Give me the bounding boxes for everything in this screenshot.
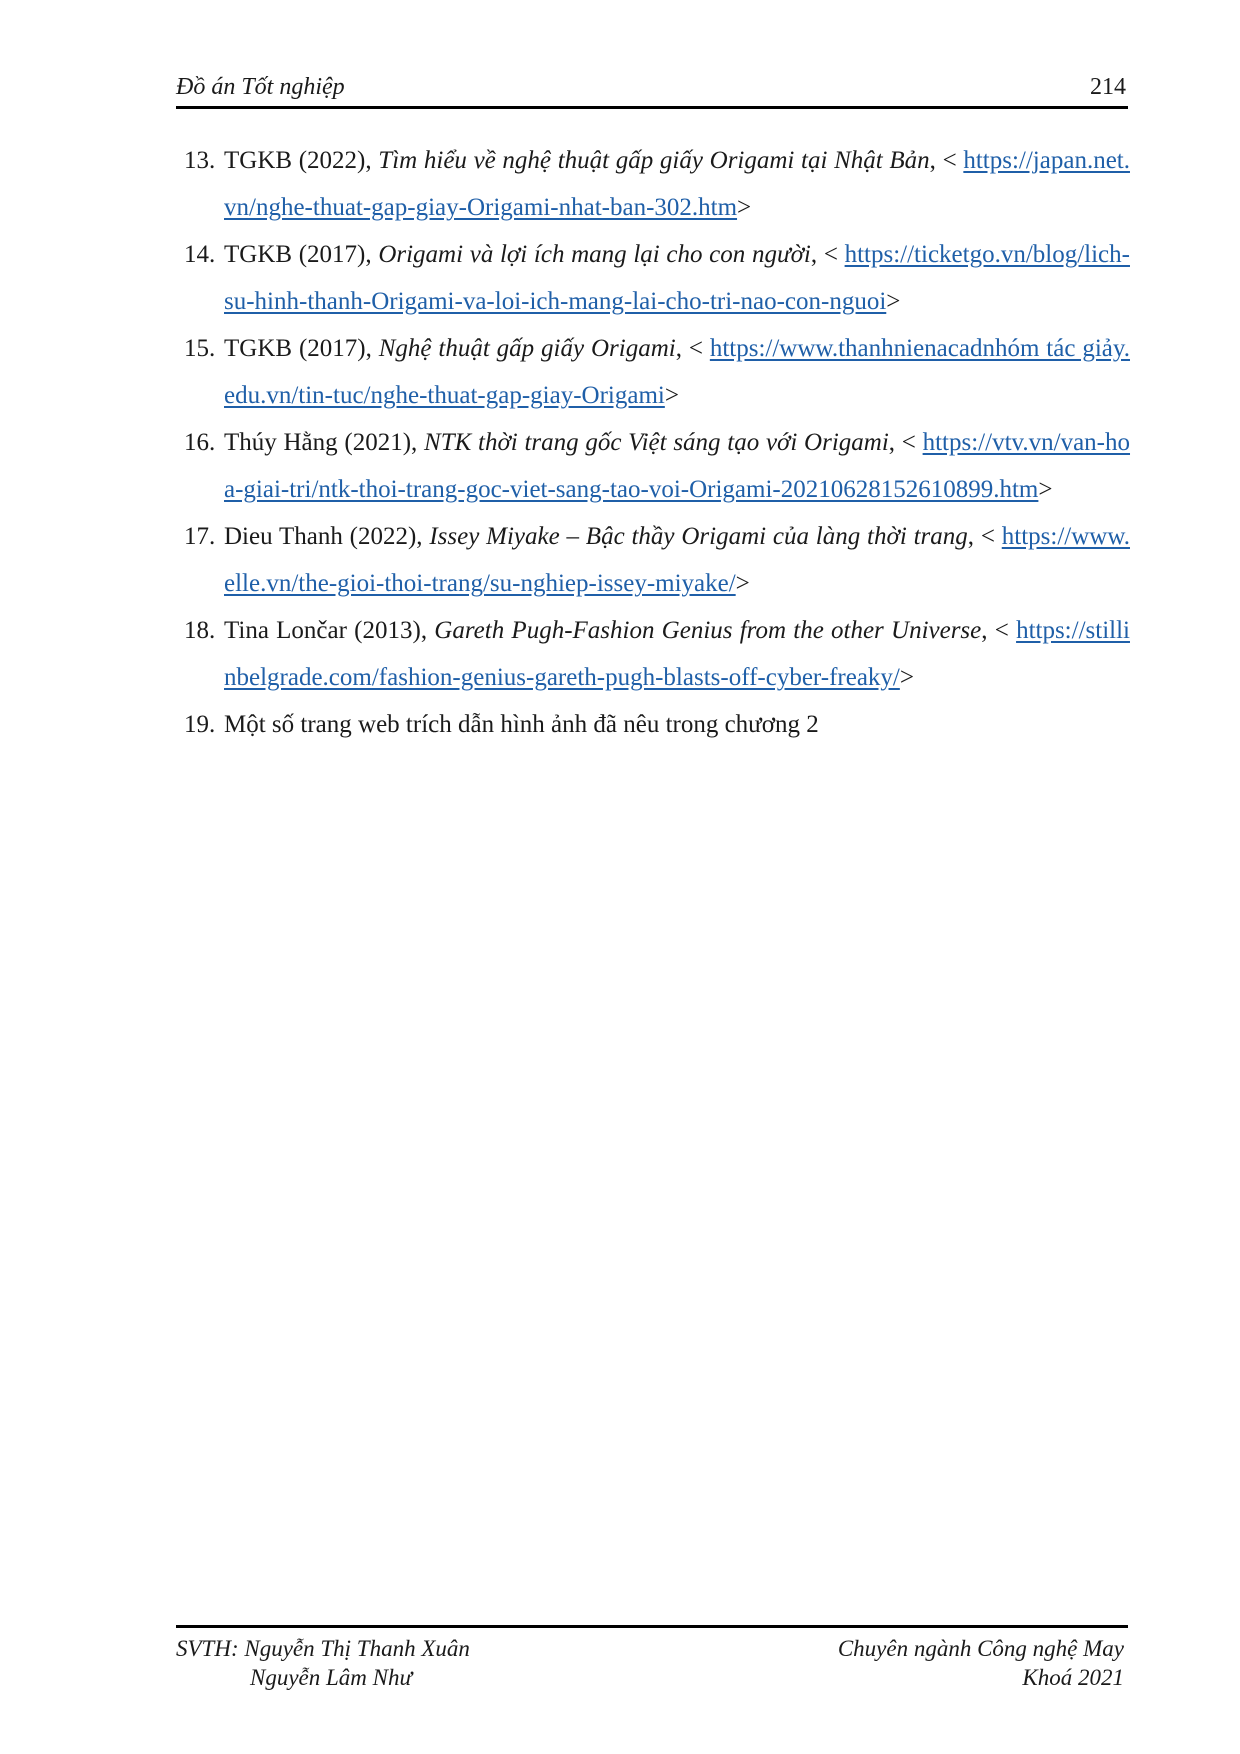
footer-major: Chuyên ngành Công nghệ May (837, 1636, 1124, 1661)
reference-link[interactable]: https://vtv.vn/van-hoa-giai-tri/ntk-thoi-trang-goc-viet-sang-tao-voi-Origami-20210628152610899.htm (224, 429, 1131, 503)
reference-title: NTK thời trang gốc Việt sáng tạo với Origami (424, 429, 889, 456)
reference-title: Nghệ thuật gấp giấy Origami (378, 335, 676, 362)
reference-text: Một số trang web trích dẫn hình ảnh đã nêu trong chương 2 (224, 711, 819, 738)
reference-close-bracket: > (735, 570, 750, 597)
reference-number: 16. (184, 429, 216, 456)
reference-title: Gareth Pugh-Fashion Genius from the other Universe (434, 617, 982, 644)
footer-program (838, 1634, 1124, 1692)
reference-number: 17. (184, 523, 216, 550)
reference-open-bracket: , < (810, 241, 845, 268)
reference-list (184, 137, 1130, 748)
reference-number: 18. (184, 617, 216, 644)
reference-title: Origami và lợi ích mang lại cho con người (378, 241, 811, 268)
reference-number: 14. (184, 241, 216, 268)
reference-item-15 (184, 325, 1130, 419)
reference-link[interactable]: https://japan.net.vn/nghe-thuat-gap-giay-Origami-nhat-ban-302.htm (224, 147, 1130, 221)
reference-number: 13. (184, 147, 216, 174)
reference-close-bracket: > (664, 382, 679, 409)
footer-authors (176, 1634, 470, 1692)
reference-author-year: Tina Lončar (2013), (224, 617, 435, 644)
reference-author-year: TGKB (2017), (224, 241, 379, 268)
reference-open-bracket: , < (967, 523, 1002, 550)
page-header (176, 70, 1128, 109)
reference-title: Issey Miyake – Bậc thầy Origami của làng thời trang (429, 523, 968, 550)
page-number: 214 (1090, 74, 1126, 100)
reference-close-bracket: > (1038, 476, 1053, 503)
document-title: Đồ án Tốt nghiệp (176, 74, 345, 100)
reference-close-bracket: > (899, 664, 914, 691)
reference-author-year: Thúy Hằng (2021), (224, 429, 425, 456)
reference-item-16 (184, 419, 1130, 513)
reference-open-bracket: , < (675, 335, 710, 362)
footer-cohort: Khoá 2021 (1022, 1665, 1124, 1690)
reference-number: 19. (184, 711, 216, 738)
reference-link[interactable]: https://www.elle.vn/the-gioi-thoi-trang/su-nghiep-issey-miyake/ (224, 523, 1130, 597)
reference-link[interactable]: https://stillinbelgrade.com/fashion-genius-gareth-pugh-blasts-off-cyber-freaky/ (224, 617, 1130, 691)
reference-open-bracket: , < (888, 429, 923, 456)
reference-close-bracket: > (886, 288, 901, 315)
reference-open-bracket: , < (929, 147, 964, 174)
reference-item-13 (184, 137, 1130, 231)
page-footer (176, 1625, 1128, 1690)
reference-title: Tìm hiểu về nghệ thuật gấp giấy Origami tại Nhật Bản (378, 147, 930, 174)
reference-author-year: Dieu Thanh (2022), (224, 523, 430, 550)
reference-item-19 (184, 701, 1130, 748)
footer-author-1: SVTH: Nguyễn Thị Thanh Xuân (176, 1636, 470, 1661)
reference-author-year: TGKB (2022), (224, 147, 379, 174)
reference-close-bracket: > (737, 194, 752, 221)
reference-link[interactable]: https://ticketgo.vn/blog/lich-su-hinh-thanh-Origami-va-loi-ich-mang-lai-cho-tri-nao-con-nguoi (224, 241, 1130, 315)
reference-open-bracket: , < (981, 617, 1017, 644)
reference-number: 15. (184, 335, 216, 362)
reference-author-year: TGKB (2017), (224, 335, 379, 362)
reference-item-17 (184, 513, 1130, 607)
reference-item-14 (184, 231, 1130, 325)
footer-author-2: Nguyễn Lâm Như (250, 1665, 413, 1690)
reference-item-18 (184, 607, 1130, 701)
reference-link[interactable]: https://www.thanhnienacadnhóm tác giảy.edu.vn/tin-tuc/nghe-thuat-gap-giay-Origami (224, 335, 1130, 409)
